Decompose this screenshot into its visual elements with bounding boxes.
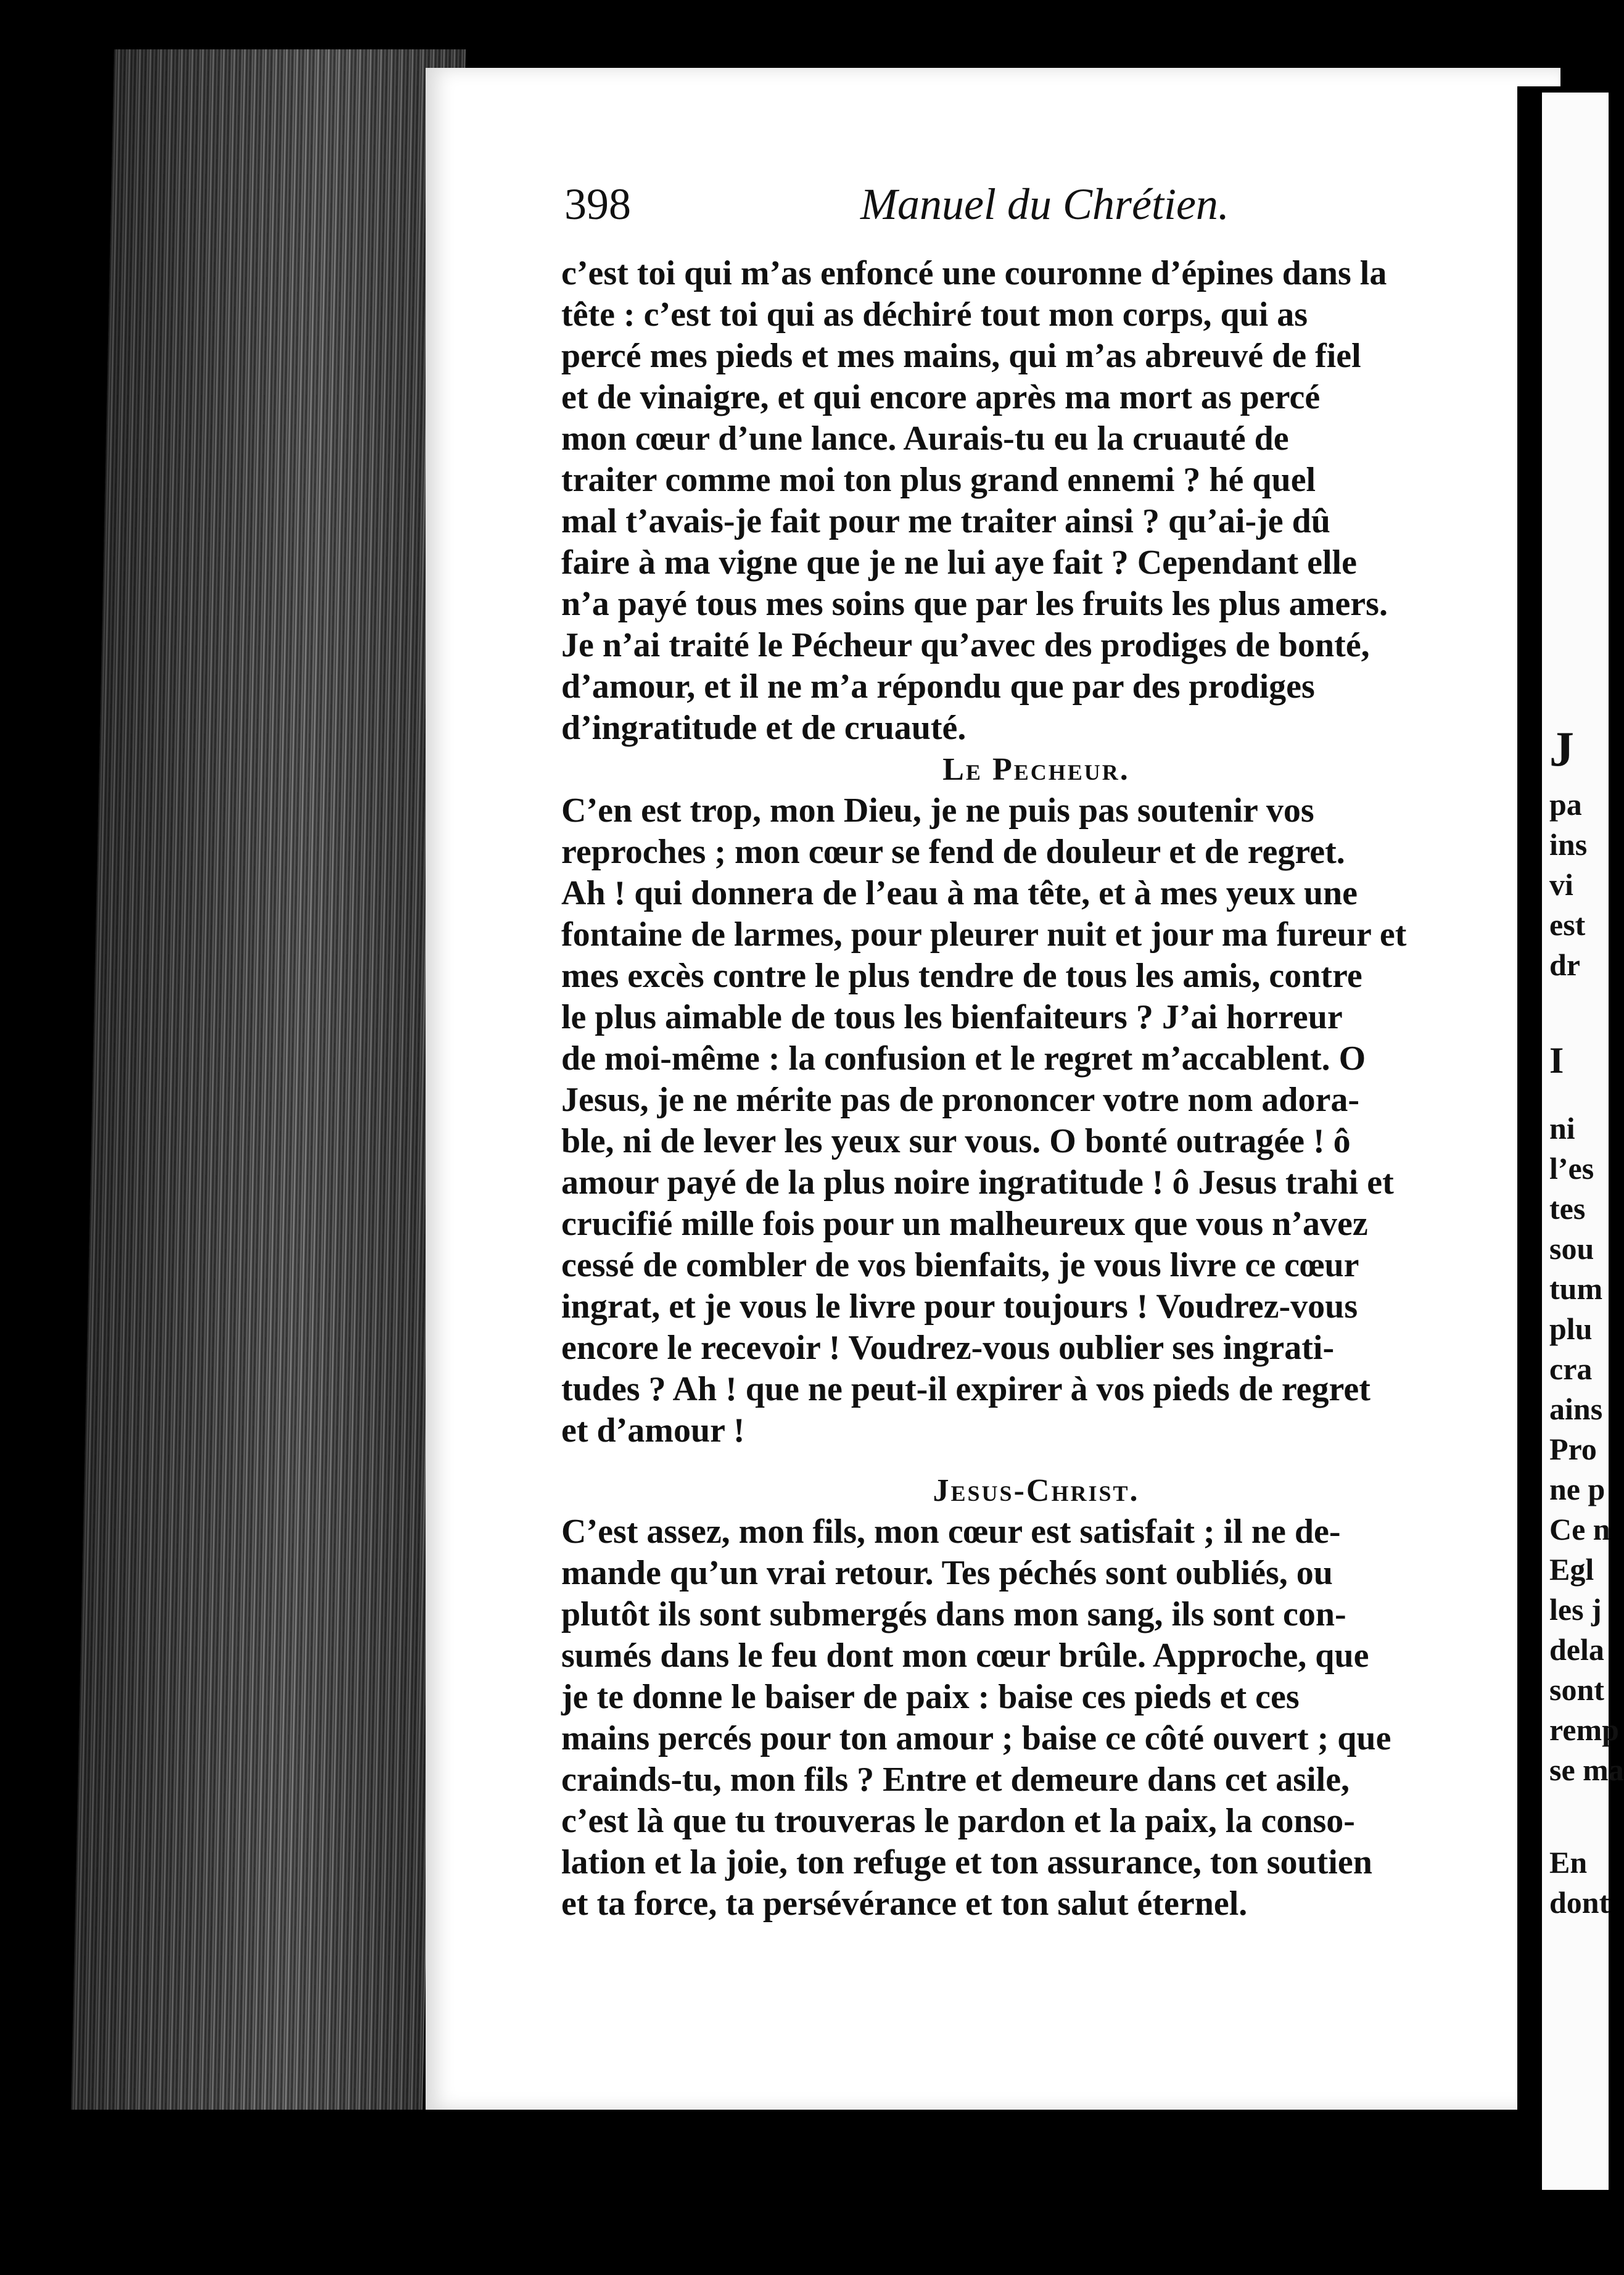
facing-page-text: vi: [1549, 867, 1573, 902]
text-line: ingrat, et je vous le livre pour toujours ! Voudrez-vous: [561, 1287, 1358, 1326]
facing-page-text: tum: [1549, 1271, 1603, 1306]
facing-page-fragment: [1542, 93, 1624, 2190]
facing-page-text: I: [1549, 1040, 1564, 1081]
section-heading: Le Pecheur.: [942, 752, 1130, 787]
facing-page-text: sont: [1549, 1672, 1604, 1707]
text-section: [561, 253, 1511, 749]
text-line: plutôt ils sont submergés dans mon sang, ils sont con-: [561, 1595, 1346, 1633]
page-number: 398: [564, 180, 631, 229]
text-line: encore le recevoir ! Voudrez-vous oublier ses ingrati-: [561, 1329, 1335, 1367]
running-title: Manuel du Chrétien.: [860, 180, 1229, 229]
facing-page-text: dela: [1549, 1632, 1604, 1667]
text-line: mains percés pour ton amour ; baise ce côté ouvert ; que: [561, 1719, 1391, 1757]
text-line: C’est assez, mon fils, mon cœur est satisfait ; il ne de-: [561, 1513, 1341, 1551]
page-body: [561, 253, 1511, 1925]
text-line: tête : c’est toi qui as déchiré tout mon corps, qui as: [561, 295, 1308, 334]
text-section: [561, 790, 1511, 1451]
facing-page-text: se ma: [1549, 1753, 1624, 1787]
text-line: lation et la joie, ton refuge et ton assurance, ton soutien: [561, 1843, 1372, 1881]
facing-page-text: cra: [1549, 1352, 1593, 1386]
facing-page-text: ne p: [1549, 1472, 1605, 1506]
text-line: et de vinaigre, et qui encore après ma mort as percé: [561, 378, 1321, 416]
text-line: et d’amour !: [561, 1411, 745, 1450]
facing-page-text: sou: [1549, 1231, 1594, 1266]
text-line: je te donne le baiser de paix : baise ces pieds et ces: [561, 1678, 1300, 1716]
text-line: mes excès contre le plus tendre de tous les amis, contre: [561, 957, 1362, 995]
facing-page-text: J: [1549, 722, 1574, 777]
text-line: crucifié mille fois pour un malheureux que vous n’avez: [561, 1205, 1368, 1243]
text-line: amour payé de la plus noire ingratitude ! ô Jesus trahi et: [561, 1163, 1394, 1202]
text-line: le plus aimable de tous les bienfaiteurs ? J’ai horreur: [561, 998, 1343, 1036]
text-line: d’amour, et il ne m’a répondu que par des prodiges: [561, 667, 1315, 706]
text-line: c’est là que tu trouveras le pardon et la paix, la conso-: [561, 1802, 1355, 1840]
section-heading: Jesus-Christ.: [933, 1473, 1140, 1508]
facing-page-text: est: [1549, 907, 1586, 942]
text-line: Je n’ai traité le Pécheur qu’avec des prodiges de bonté,: [561, 626, 1370, 664]
text-line: tudes ? Ah ! que ne peut-il expirer à vos pieds de regret: [561, 1370, 1371, 1408]
facing-page-text: remp: [1549, 1712, 1619, 1747]
facing-page-text: Egl: [1549, 1552, 1594, 1587]
text-line: cessé de combler de vos bienfaits, je vous livre ce cœur: [561, 1246, 1359, 1284]
text-line: faire à ma vigne que je ne lui aye fait ? Cependant elle: [561, 543, 1357, 582]
facing-page-text: ins: [1549, 827, 1588, 862]
facing-page-text: dont: [1549, 1885, 1610, 1920]
text-line: Jesus, je ne mérite pas de prononcer votre nom adora-: [561, 1081, 1360, 1119]
facing-page-text: Ce n: [1549, 1512, 1610, 1546]
text-line: ble, ni de lever les yeux sur vous. O bonté outragée ! ô: [561, 1122, 1351, 1160]
text-line: Ah ! qui donnera de l’eau à ma tête, et à mes yeux une: [561, 874, 1358, 912]
facing-page-text: dr: [1549, 948, 1580, 982]
text-line: mande qu’un vrai retour. Tes péchés sont oubliés, ou: [561, 1554, 1333, 1592]
text-line: fontaine de larmes, pour pleurer nuit et jour ma fureur et: [561, 915, 1407, 954]
text-line: mon cœur d’une lance. Aurais-tu eu la cruauté de: [561, 419, 1289, 458]
facing-page-text: plu: [1549, 1311, 1593, 1346]
book-page-edges: [71, 49, 466, 2110]
text-line: traiter comme moi ton plus grand ennemi ? hé quel: [561, 461, 1316, 499]
text-line: de moi-même : la confusion et le regret m’accablent. O: [561, 1039, 1366, 1078]
facing-page-text: les j: [1549, 1592, 1602, 1627]
text-line: n’a payé tous mes soins que par les fruits les plus amers.: [561, 585, 1388, 623]
text-line: sumés dans le feu dont mon cœur brûle. Approche, que: [561, 1637, 1369, 1675]
text-section: [561, 1511, 1511, 1925]
facing-page-text: l’es: [1549, 1151, 1594, 1186]
text-line: reproches ; mon cœur se fend de douleur et de regret.: [561, 833, 1345, 871]
facing-page-text: pa: [1549, 787, 1582, 822]
text-line: percé mes pieds et mes mains, qui m’as abreuvé de fiel: [561, 337, 1361, 375]
text-line: crainds-tu, mon fils ? Entre et demeure dans cet asile,: [561, 1761, 1350, 1799]
facing-page-text: tes: [1549, 1191, 1586, 1226]
text-line: C’en est trop, mon Dieu, je ne puis pas soutenir vos: [561, 791, 1314, 830]
text-line: mal t’avais-je fait pour me traiter ainsi ? qu’ai-je dû: [561, 502, 1330, 540]
text-line: et ta force, ta persévérance et ton salut éternel.: [561, 1885, 1248, 1923]
text-line: c’est toi qui m’as enfoncé une couronne d’épines dans la: [561, 254, 1387, 292]
facing-page-text: En: [1549, 1845, 1588, 1880]
facing-page-text: ains: [1549, 1392, 1603, 1426]
facing-page-text: Pro: [1549, 1432, 1597, 1466]
text-line: d’ingratitude et de cruauté.: [561, 709, 967, 747]
facing-page-text: ni: [1549, 1111, 1575, 1146]
page-header: [564, 179, 1292, 247]
